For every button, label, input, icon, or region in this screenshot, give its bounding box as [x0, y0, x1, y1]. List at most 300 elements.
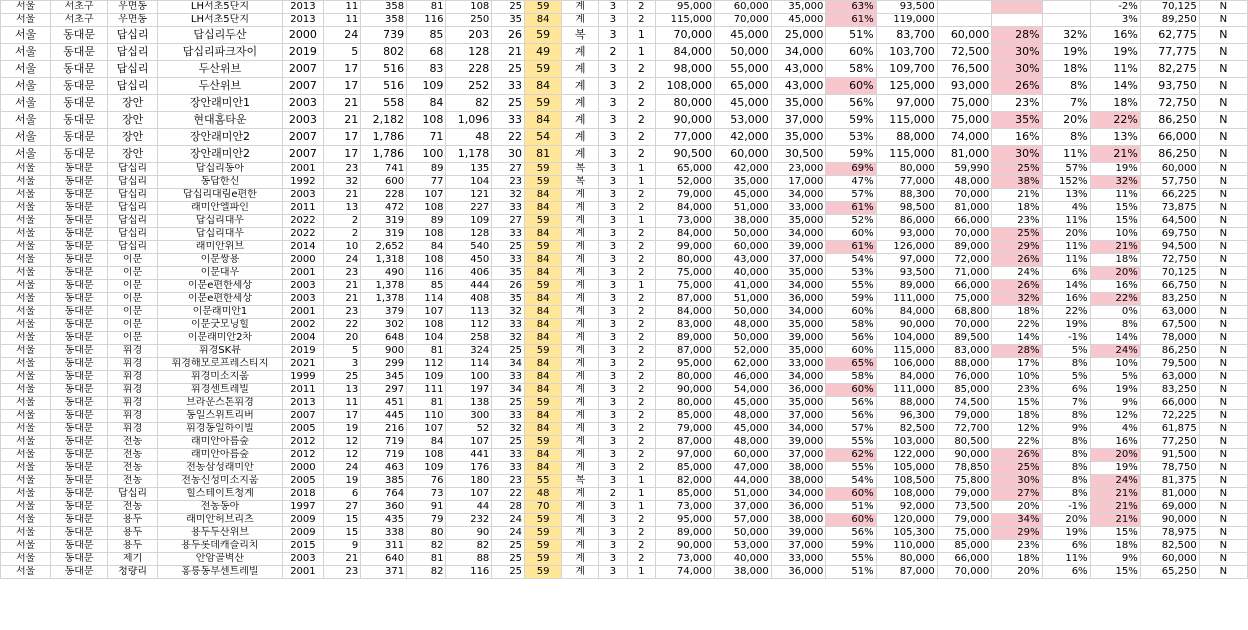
table-cell[interactable]: 71,000 [937, 267, 992, 280]
table-cell[interactable]: 장안 [107, 146, 157, 163]
table-cell[interactable]: 203 [446, 27, 492, 44]
table-cell[interactable]: 전농동아 [158, 501, 282, 514]
table-cell[interactable]: 16% [992, 129, 1042, 146]
table-cell[interactable]: 26 [492, 27, 525, 44]
table-cell[interactable]: 48,000 [715, 319, 772, 332]
table-cell[interactable]: 108,000 [876, 488, 937, 501]
table-cell[interactable]: 10% [1090, 228, 1140, 241]
table-cell[interactable]: 33 [492, 254, 525, 267]
table-cell[interactable]: 25 [324, 371, 361, 384]
table-cell[interactable]: 108 [407, 202, 446, 215]
table-cell[interactable]: 115,000 [656, 14, 715, 27]
table-cell[interactable]: 21 [324, 95, 361, 112]
table-cell[interactable]: 379 [361, 306, 407, 319]
table-cell[interactable]: 11% [1090, 61, 1140, 78]
table-cell[interactable]: N [1199, 397, 1247, 410]
table-cell[interactable]: 105,000 [876, 462, 937, 475]
table-cell[interactable]: 동대문 [51, 163, 108, 176]
table-cell[interactable]: 338 [361, 527, 407, 540]
table-cell[interactable]: 동대문 [51, 540, 108, 553]
table-cell[interactable]: 동대문 [51, 95, 108, 112]
table-cell[interactable]: N [1199, 61, 1247, 78]
table-cell[interactable]: 휘경 [107, 410, 157, 423]
table-cell[interactable]: 3 [599, 176, 627, 189]
table-cell[interactable]: 72,750 [1140, 254, 1199, 267]
table-cell[interactable]: 10 [324, 241, 361, 254]
table-cell[interactable]: 86,250 [1140, 345, 1199, 358]
table-cell[interactable]: 2 [627, 254, 655, 267]
table-cell[interactable]: 122,000 [876, 449, 937, 462]
table-cell[interactable]: 91 [407, 501, 446, 514]
table-cell[interactable]: 동대문 [51, 475, 108, 488]
table-cell[interactable]: 34,000 [771, 306, 826, 319]
table-cell[interactable]: 72,000 [937, 254, 992, 267]
table-cell[interactable]: 2011 [282, 384, 323, 397]
table-cell[interactable]: 66,000 [937, 280, 992, 293]
table-cell[interactable]: 34% [992, 514, 1042, 527]
table-cell[interactable]: 53% [826, 267, 876, 280]
table-cell[interactable]: 2 [599, 44, 627, 61]
table-cell[interactable]: 0% [1090, 306, 1140, 319]
table-cell[interactable]: 8% [1042, 449, 1090, 462]
table-cell[interactable]: N [1199, 280, 1247, 293]
table-cell[interactable]: 15% [1090, 215, 1140, 228]
table-cell[interactable]: 7% [1042, 397, 1090, 410]
table-cell[interactable]: 33 [492, 78, 525, 95]
table-cell[interactable]: 23 [492, 475, 525, 488]
table-cell[interactable]: 20% [1042, 514, 1090, 527]
table-cell[interactable]: 73 [407, 488, 446, 501]
table-cell[interactable]: 휘경 [107, 358, 157, 371]
table-cell[interactable]: 32 [492, 189, 525, 202]
table-cell[interactable]: 휘경 [107, 345, 157, 358]
table-cell[interactable]: 2000 [282, 462, 323, 475]
table-cell[interactable]: 37,000 [771, 449, 826, 462]
table-cell[interactable]: 계 [562, 553, 599, 566]
table-cell[interactable]: 휘경 [107, 384, 157, 397]
table-cell[interactable]: 24 [324, 254, 361, 267]
table-cell[interactable]: N [1199, 27, 1247, 44]
table-cell[interactable]: 69% [826, 163, 876, 176]
table-cell[interactable]: 32% [1042, 27, 1090, 44]
table-cell[interactable]: 2 [324, 228, 361, 241]
table-cell[interactable]: 78,750 [1140, 462, 1199, 475]
table-cell[interactable]: 1,378 [361, 280, 407, 293]
table-cell[interactable]: 이문 [107, 319, 157, 332]
table-cell[interactable]: 2000 [282, 27, 323, 44]
table-cell[interactable]: 2007 [282, 129, 323, 146]
table-cell[interactable]: 59 [525, 163, 562, 176]
table-cell[interactable]: 35 [492, 293, 525, 306]
table-cell[interactable]: 113 [446, 306, 492, 319]
table-cell[interactable]: 19% [1090, 384, 1140, 397]
table-cell[interactable]: 92,000 [876, 501, 937, 514]
table-cell[interactable]: 319 [361, 215, 407, 228]
table-cell[interactable]: 57% [1042, 163, 1090, 176]
table-cell[interactable]: 227 [446, 202, 492, 215]
table-cell[interactable]: 74,000 [656, 566, 715, 579]
table-cell[interactable]: 이문 [107, 293, 157, 306]
table-cell[interactable]: 56% [826, 527, 876, 540]
table-cell[interactable]: 3 [599, 163, 627, 176]
table-cell[interactable]: 2003 [282, 112, 323, 129]
table-cell[interactable]: 계 [562, 345, 599, 358]
table-cell[interactable]: 30% [992, 146, 1042, 163]
table-cell[interactable]: 13 [324, 202, 361, 215]
table-cell[interactable]: 이문굿모닝힐 [158, 319, 282, 332]
table-cell[interactable]: 안암골벽산 [158, 553, 282, 566]
table-cell[interactable]: -2% [1090, 1, 1140, 14]
table-cell[interactable]: 2 [627, 112, 655, 129]
table-cell[interactable]: 26% [992, 280, 1042, 293]
table-cell[interactable]: 26% [992, 254, 1042, 267]
table-cell[interactable]: 95,000 [656, 1, 715, 14]
table-cell[interactable]: 2009 [282, 514, 323, 527]
table-cell[interactable]: 동대문 [51, 215, 108, 228]
table-cell[interactable]: 3 [599, 129, 627, 146]
table-cell[interactable]: 서울 [1, 332, 51, 345]
table-cell[interactable]: 33,000 [771, 358, 826, 371]
table-cell[interactable]: 34,000 [771, 371, 826, 384]
table-cell[interactable]: 서울 [1, 1, 51, 14]
table-cell[interactable]: 33 [492, 112, 525, 129]
table-cell[interactable]: 10% [1090, 358, 1140, 371]
table-cell[interactable]: 27% [992, 488, 1042, 501]
table-cell[interactable]: 서울 [1, 267, 51, 280]
table-cell[interactable]: 55 [525, 475, 562, 488]
table-cell[interactable]: 84 [525, 410, 562, 423]
table-cell[interactable]: 12 [324, 449, 361, 462]
table-cell[interactable]: 서울 [1, 129, 51, 146]
table-cell[interactable]: 80,000 [656, 397, 715, 410]
table-cell[interactable]: 60% [826, 44, 876, 61]
table-cell[interactable]: 59% [826, 146, 876, 163]
table-cell[interactable]: 764 [361, 488, 407, 501]
table-cell[interactable]: 60% [826, 228, 876, 241]
table-cell[interactable]: 답십리 [107, 163, 157, 176]
table-cell[interactable]: 23% [992, 384, 1042, 397]
table-cell[interactable]: 73,000 [656, 553, 715, 566]
table-cell[interactable]: 2 [627, 189, 655, 202]
table-cell[interactable]: N [1199, 488, 1247, 501]
table-cell[interactable]: 서초구 [51, 14, 108, 27]
table-cell[interactable]: 33,000 [771, 553, 826, 566]
table-cell[interactable]: 계 [562, 61, 599, 78]
table-cell[interactable]: 33 [492, 410, 525, 423]
table-cell[interactable]: 5% [1090, 371, 1140, 384]
table-cell[interactable]: 42,000 [715, 129, 772, 146]
table-cell[interactable]: 90,000 [656, 112, 715, 129]
table-cell[interactable]: 24 [324, 462, 361, 475]
table-cell[interactable]: 24 [324, 27, 361, 44]
table-cell[interactable]: 21% [1090, 241, 1140, 254]
table-cell[interactable]: 115,000 [876, 112, 937, 129]
table-cell[interactable]: 11% [1042, 254, 1090, 267]
table-cell[interactable]: 21% [1090, 488, 1140, 501]
table-cell[interactable]: 84 [525, 112, 562, 129]
table-cell[interactable]: 33 [492, 371, 525, 384]
table-cell[interactable]: 2 [627, 306, 655, 319]
table-cell[interactable]: 휘경 [107, 423, 157, 436]
table-cell[interactable]: 3 [599, 514, 627, 527]
table-cell[interactable]: 739 [361, 27, 407, 44]
table-cell[interactable]: 58% [826, 371, 876, 384]
table-cell[interactable]: 37,000 [771, 112, 826, 129]
table-cell[interactable]: 2001 [282, 566, 323, 579]
table-cell[interactable]: 59 [525, 345, 562, 358]
table-cell[interactable]: 서울 [1, 163, 51, 176]
table-cell[interactable]: 27 [492, 215, 525, 228]
table-cell[interactable]: 59 [525, 27, 562, 44]
table-cell[interactable]: 답십리 [107, 215, 157, 228]
table-cell[interactable]: 3 [599, 267, 627, 280]
table-cell[interactable]: 79,000 [656, 423, 715, 436]
table-cell[interactable]: 18% [1090, 254, 1140, 267]
table-cell[interactable]: 48,000 [937, 176, 992, 189]
table-cell[interactable]: 73,875 [1140, 202, 1199, 215]
table-cell[interactable]: 답십리동아 [158, 163, 282, 176]
table-cell[interactable] [937, 14, 992, 27]
table-cell[interactable]: 72,225 [1140, 410, 1199, 423]
table-cell[interactable]: 59 [525, 61, 562, 78]
table-cell[interactable]: 16% [1090, 280, 1140, 293]
table-cell[interactable]: 900 [361, 345, 407, 358]
table-cell[interactable]: 1 [627, 475, 655, 488]
table-cell[interactable]: 23% [992, 215, 1042, 228]
table-cell[interactable]: 40,000 [715, 267, 772, 280]
table-cell[interactable]: 서울 [1, 475, 51, 488]
table-cell[interactable]: 동대문 [51, 371, 108, 384]
table-cell[interactable]: N [1199, 129, 1247, 146]
table-cell[interactable]: 49 [525, 44, 562, 61]
table-cell[interactable]: 65% [826, 358, 876, 371]
table-cell[interactable]: 32% [992, 293, 1042, 306]
table-cell[interactable]: 장안래미안2 [158, 146, 282, 163]
table-cell[interactable]: 3 [599, 202, 627, 215]
table-cell[interactable]: 서울 [1, 95, 51, 112]
table-cell[interactable]: 11% [1042, 241, 1090, 254]
table-cell[interactable]: 홍릉동부센트레빌 [158, 566, 282, 579]
table-cell[interactable]: 108 [407, 112, 446, 129]
table-cell[interactable]: 장안 [107, 129, 157, 146]
table-cell[interactable]: N [1199, 436, 1247, 449]
table-cell[interactable]: 103,000 [876, 436, 937, 449]
table-cell[interactable]: 계 [562, 267, 599, 280]
table-cell[interactable]: 297 [361, 384, 407, 397]
table-cell[interactable]: 81,375 [1140, 475, 1199, 488]
table-cell[interactable]: 17 [324, 129, 361, 146]
table-cell[interactable]: 23,000 [771, 163, 826, 176]
table-cell[interactable]: 99,000 [656, 241, 715, 254]
table-cell[interactable]: 8% [1042, 462, 1090, 475]
table-cell[interactable]: 답십리 [107, 488, 157, 501]
table-cell[interactable]: 2007 [282, 146, 323, 163]
table-cell[interactable]: 67,500 [1140, 319, 1199, 332]
table-cell[interactable]: 계 [562, 146, 599, 163]
table-cell[interactable]: 77,775 [1140, 44, 1199, 61]
table-cell[interactable]: 69,000 [1140, 501, 1199, 514]
table-cell[interactable]: 이문 [107, 306, 157, 319]
table-cell[interactable]: 84 [525, 384, 562, 397]
table-cell[interactable]: 35 [492, 267, 525, 280]
table-cell[interactable]: 37,000 [771, 410, 826, 423]
table-cell[interactable]: 76,500 [937, 61, 992, 78]
table-cell[interactable]: 20% [1042, 112, 1090, 129]
table-cell[interactable]: 동대문 [51, 129, 108, 146]
table-cell[interactable]: 6% [1042, 267, 1090, 280]
table-cell[interactable]: 59% [826, 112, 876, 129]
table-cell[interactable]: 82 [407, 540, 446, 553]
table-cell[interactable]: 490 [361, 267, 407, 280]
table-cell[interactable]: 29% [992, 527, 1042, 540]
table-cell[interactable]: 84,000 [876, 371, 937, 384]
table-cell[interactable]: 55% [826, 436, 876, 449]
table-cell[interactable]: 84 [525, 449, 562, 462]
table-cell[interactable]: N [1199, 553, 1247, 566]
table-cell[interactable]: 110,000 [876, 540, 937, 553]
table-cell[interactable]: 3 [599, 241, 627, 254]
table-cell[interactable]: 4% [1090, 423, 1140, 436]
table-cell[interactable]: 52 [446, 423, 492, 436]
table-cell[interactable]: 용두 [107, 514, 157, 527]
table-cell[interactable]: 802 [361, 44, 407, 61]
table-cell[interactable]: 78,000 [1140, 332, 1199, 345]
table-cell[interactable]: 21% [992, 189, 1042, 202]
table-cell[interactable]: 180 [446, 475, 492, 488]
table-cell[interactable]: 서울 [1, 176, 51, 189]
table-cell[interactable]: 18% [992, 553, 1042, 566]
table-cell[interactable]: 답십리대우 [158, 215, 282, 228]
table-cell[interactable]: 72,700 [937, 423, 992, 436]
table-cell[interactable]: 힐스테이트청계 [158, 488, 282, 501]
table-cell[interactable]: 18% [1090, 95, 1140, 112]
table-cell[interactable]: 51,000 [715, 293, 772, 306]
table-cell[interactable] [937, 1, 992, 14]
table-cell[interactable]: 252 [446, 78, 492, 95]
table-cell[interactable]: 89,500 [937, 332, 992, 345]
table-cell[interactable]: 2 [627, 332, 655, 345]
table-cell[interactable]: 동대문 [51, 397, 108, 410]
table-cell[interactable]: 93,750 [1140, 78, 1199, 95]
table-cell[interactable]: 동대문 [51, 176, 108, 189]
table-cell[interactable]: 104 [407, 332, 446, 345]
table-cell[interactable]: 휘경미소지움 [158, 371, 282, 384]
table-cell[interactable]: 59,990 [937, 163, 992, 176]
table-cell[interactable]: 40,000 [715, 553, 772, 566]
table-cell[interactable]: 3 [599, 61, 627, 78]
table-cell[interactable]: 90,000 [656, 384, 715, 397]
table-cell[interactable]: 동대문 [51, 423, 108, 436]
table-cell[interactable]: 서울 [1, 397, 51, 410]
table-cell[interactable]: 59% [826, 293, 876, 306]
table-cell[interactable]: 19% [1042, 527, 1090, 540]
table-cell[interactable]: 20% [1090, 267, 1140, 280]
table-cell[interactable]: 두산위브 [158, 61, 282, 78]
table-cell[interactable]: 26 [492, 280, 525, 293]
table-cell[interactable]: 2 [627, 228, 655, 241]
table-cell[interactable]: 2 [324, 215, 361, 228]
table-cell[interactable]: 답십리파크자이 [158, 44, 282, 61]
table-cell[interactable]: 21% [1090, 146, 1140, 163]
table-cell[interactable]: 37,000 [771, 254, 826, 267]
table-cell[interactable]: 2 [627, 146, 655, 163]
table-cell[interactable]: N [1199, 449, 1247, 462]
table-cell[interactable]: 450 [446, 254, 492, 267]
table-cell[interactable]: 60,000 [1140, 553, 1199, 566]
table-cell[interactable]: 전농 [107, 462, 157, 475]
table-cell[interactable]: 19% [1042, 44, 1090, 61]
table-cell[interactable]: 1 [627, 44, 655, 61]
table-cell[interactable]: 15 [324, 514, 361, 527]
table-cell[interactable]: 97,000 [876, 254, 937, 267]
table-cell[interactable]: 4% [1042, 202, 1090, 215]
table-cell[interactable]: 계 [562, 449, 599, 462]
table-cell[interactable]: 28 [492, 501, 525, 514]
table-cell[interactable]: 54,000 [715, 384, 772, 397]
table-cell[interactable]: 66,000 [1140, 129, 1199, 146]
table-cell[interactable]: 전농 [107, 501, 157, 514]
table-cell[interactable]: N [1199, 241, 1247, 254]
table-cell[interactable]: 435 [361, 514, 407, 527]
table-cell[interactable]: 25 [492, 241, 525, 254]
table-cell[interactable]: 516 [361, 78, 407, 95]
table-cell[interactable]: 19% [1090, 163, 1140, 176]
table-cell[interactable]: 64,500 [1140, 215, 1199, 228]
table-cell[interactable]: 12% [1090, 410, 1140, 423]
table-cell[interactable]: 14% [1090, 78, 1140, 95]
table-cell[interactable]: 84 [407, 436, 446, 449]
table-cell[interactable]: 답십리 [107, 189, 157, 202]
table-cell[interactable]: 75,000 [656, 280, 715, 293]
table-cell[interactable]: 90,000 [937, 449, 992, 462]
table-cell[interactable]: 11 [324, 1, 361, 14]
table-cell[interactable]: 24% [1090, 345, 1140, 358]
table-cell[interactable]: 250 [446, 14, 492, 27]
table-cell[interactable]: 60% [826, 78, 876, 95]
table-cell[interactable]: 2001 [282, 267, 323, 280]
table-cell[interactable]: 108,000 [656, 78, 715, 95]
table-cell[interactable]: 래미안아름숲 [158, 449, 282, 462]
table-cell[interactable]: 34,000 [771, 189, 826, 202]
table-cell[interactable]: 35,000 [771, 319, 826, 332]
table-cell[interactable]: 39,000 [771, 332, 826, 345]
table-cell[interactable]: 1,096 [446, 112, 492, 129]
table-cell[interactable]: 60% [826, 488, 876, 501]
table-cell[interactable]: 2 [627, 410, 655, 423]
table-cell[interactable]: N [1199, 514, 1247, 527]
table-cell[interactable]: 50,000 [715, 228, 772, 241]
table-cell[interactable]: N [1199, 78, 1247, 95]
table-cell[interactable]: 14% [992, 332, 1042, 345]
table-cell[interactable]: 3 [324, 358, 361, 371]
table-cell[interactable]: 동대문 [51, 449, 108, 462]
table-cell[interactable]: 2 [627, 540, 655, 553]
table-cell[interactable]: 39,000 [771, 241, 826, 254]
table-cell[interactable]: 302 [361, 319, 407, 332]
table-cell[interactable]: 50,000 [715, 332, 772, 345]
table-cell[interactable]: 88,000 [876, 397, 937, 410]
table-cell[interactable]: 85,000 [937, 540, 992, 553]
table-cell[interactable]: 2013 [282, 14, 323, 27]
table-cell[interactable]: 76,000 [937, 371, 992, 384]
table-cell[interactable]: 서울 [1, 527, 51, 540]
table-cell[interactable]: N [1199, 501, 1247, 514]
table-cell[interactable]: 서울 [1, 358, 51, 371]
table-cell[interactable]: 1 [627, 488, 655, 501]
table-cell[interactable]: 2 [627, 61, 655, 78]
table-cell[interactable]: 84 [525, 332, 562, 345]
table-cell[interactable]: 동대문 [51, 293, 108, 306]
